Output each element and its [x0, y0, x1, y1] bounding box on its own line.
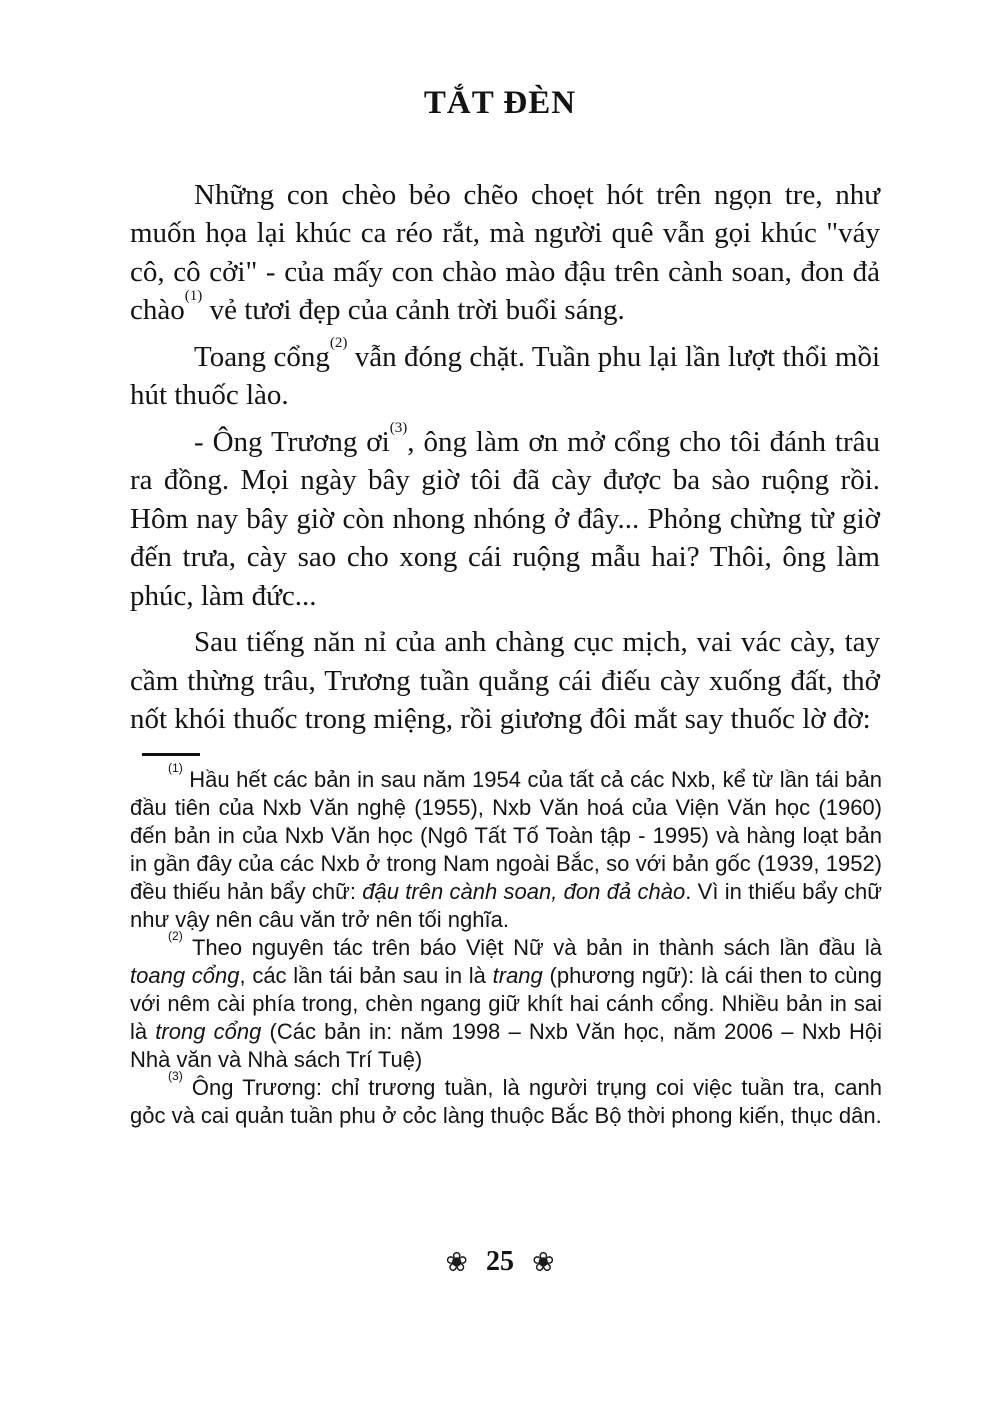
footnote-2-text: Theo nguyên tác trên báo Việt Nữ và bản in thành sách lần đầu là: [182, 934, 882, 960]
paragraph-2-text-cont: vẫn đóng chặt. Tuần phu lại lần lượt thổi mồi hút thuốc lào.: [130, 340, 881, 412]
paragraph-1: [130, 176, 880, 330]
paragraph-2: [130, 334, 881, 415]
paragraph-3-text-cont: , ông làm ơn mở cổng cho tôi đánh trâu ra đồng. Mọi ngày bây giờ tôi đã cày được ba sào ruộng rồi. Hôm nay bây giờ còn nhong nhóng ở đây... Phỏng chừng từ giờ đến trưa, cày sao cho xong cái ruộng mẫu hai? Thôi, ông làm phúc, làm đức...: [130, 425, 880, 612]
footnote-separator: [142, 753, 200, 756]
footnote-2-text-3: (phương ngữ): là cái then to cùng với nêm cài phía trong, chèn ngang giữ khít hai cánh cổng. Nhiều bản in sai là: [130, 962, 883, 1044]
footnotes-block: [130, 761, 883, 1130]
footnote-1-text: Hầu hết các bản in sau năm 1954 của tất cả các Nxb, kể từ lần tái bản đầu tiên của Nxb Văn nghệ (1955), Nxb Văn hoá của Viện Văn học (1960) đến bản in của Nxb Văn học (Ngô Tất Tố Toàn tập - 1995) và hàng loạt bản in gần đây của các Nxb ở trong Nam ngoài Bắc, so với bản gốc (1939, 1952) đều thiếu hản bẩy chữ:: [130, 766, 882, 904]
flower-ornament-right-icon: ❀: [532, 1246, 555, 1278]
footnote-2-italic-1: toang cổng: [130, 962, 240, 988]
page-footer: [0, 1248, 1000, 1276]
footnote-1-text-cont: . Vì in thiếu bẩy chữ như vậy nên câu văn trở nên tối nghĩa.: [130, 878, 882, 932]
page-title: TẮT ĐÈN: [423, 85, 577, 121]
footnote-1-marker: (1): [168, 761, 183, 776]
paragraph-4: [130, 623, 880, 739]
footnote-3-marker: (3): [168, 1069, 183, 1084]
flower-ornament-left-icon: ❀: [445, 1246, 468, 1278]
paragraph-1-text-cont: vẻ tươi đẹp của cảnh trời buổi sáng.: [202, 294, 625, 327]
paragraph-3: [130, 419, 880, 616]
footnote-1: [130, 761, 882, 934]
footnote-2: [130, 929, 883, 1074]
footnote-ref-1: (1): [184, 288, 203, 305]
paragraph-1-text: Những con chèo bẻo chẽo choẹt hót trên ngọn tre, như muốn họa lại khúc ca réo rắt, mà người quê vẫn gọi khúc "váy cô, cô cởi" - của mấy con chào mào đậu trên cành soan, đon đả chào: [130, 178, 880, 327]
page-number: 25: [486, 1246, 514, 1277]
paragraph-3-text: - Ông Trương ơi: [194, 425, 390, 458]
paragraph-2-text: Toang cổng: [194, 340, 330, 373]
body-text: [130, 176, 880, 739]
footnote-2-italic-2: trang: [492, 962, 543, 988]
footnote-3-text: Ông Trương: chỉ trương tuần, là người trụng coi việc tuần tra, canh gỏc và cai quản tuần phu ở cỏc làng thuộc Bắc Bộ thời phong kiến, thục dân.: [130, 1074, 882, 1128]
footnote-2-marker: (2): [168, 929, 183, 944]
footnote-1-italic: đậu trên cành soan, đon đả chào: [362, 878, 686, 904]
footnote-2-italic-3: trong cổng: [155, 1018, 262, 1044]
footnote-ref-3: (3): [389, 419, 408, 436]
footnote-3: [130, 1069, 882, 1130]
footnote-ref-2: (2): [329, 334, 348, 351]
footnote-2-text-4: (Các bản in: năm 1998 – Nxb Văn học, năm 2006 – Nxb Hội Nhà văn và Nhà sách Trí Tuệ): [130, 1018, 882, 1072]
paragraph-4-text: Sau tiếng năn nỉ của anh chàng cục mịch, vai vác cày, tay cầm thừng trâu, Trương tuần quẳng cái điếu cày xuống đất, thở nốt khói thuốc trong miệng, rồi giương đôi mắt say thuốc lờ đờ:: [130, 626, 880, 736]
footnote-2-text-2: , các lần tái bản sau in là: [239, 962, 493, 988]
